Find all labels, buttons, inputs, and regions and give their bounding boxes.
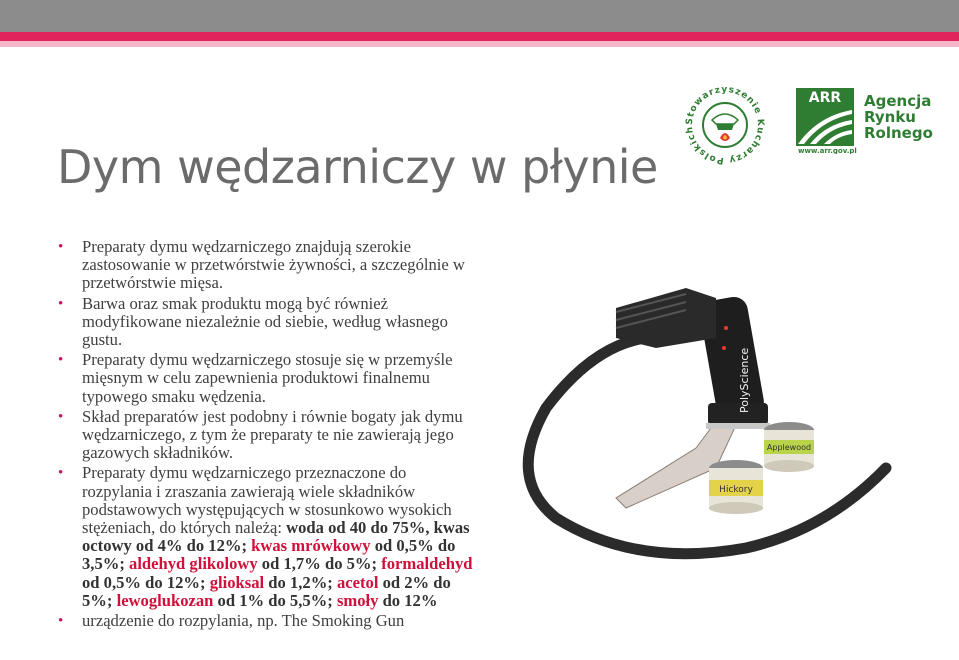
bullet-text: Barwa oraz smak produktu mogą być również modyfikowane niezależnie od siebie, według własnego gustu. — [82, 293, 448, 350]
top-bar-pink — [0, 41, 959, 47]
composition-glioksal: glioksal — [209, 572, 265, 592]
bullet-item — [58, 612, 478, 630]
composition-formaldehyd-range: od 0,5% do 12%; — [82, 572, 210, 592]
composition-aldehyd-glikolowy-range: od 1,7% do 5%; — [257, 554, 382, 574]
composition-kwas-octowy-range: od 4% do 12%; — [131, 536, 252, 556]
bullet-text: Preparaty dymu wędzarniczego stosuje się w przemyśle mięsnym w celu zapewnienia produktowi finalnemu typowego smaku wędzenia. — [82, 350, 453, 406]
composition-kwas-octowy: kwas octowy — [82, 518, 470, 556]
arr-logo-line2: Rynku — [864, 108, 916, 126]
composition-lewoglukozan-range: od 1% do 5,5%; — [213, 590, 337, 610]
composition-woda-range: od 40 do 75%, — [323, 518, 434, 538]
bullet-text: Skład preparatów jest podobny i równie bogaty jak dymu wędzarniczego, z tym że preparaty te nie zawierają jego gazowych składników. — [82, 406, 463, 463]
bullet-icon: • — [58, 465, 64, 482]
composition-intro: Preparaty dymu wędzarniczego przeznaczone do rozpylania i zraszania zawierają wiele składników podstawowych występujących w stosunkowo wysokich stężeniach, do których należą: — [82, 463, 452, 538]
composition-kwas-mrowkowy: kwas mrówkowy — [251, 536, 371, 556]
bullet-icon: • — [58, 613, 64, 630]
composition-smoly: smoły — [336, 590, 379, 610]
composition-glioksal-range: do 1,2%; — [264, 572, 337, 592]
bullet-text: urządzenie do rozpylania, np. The Smoking Gun — [82, 611, 405, 631]
composition-woda: woda — [286, 518, 324, 538]
bullet-icon: • — [58, 352, 64, 369]
arr-logo — [796, 86, 936, 154]
bullet-icon: • — [58, 408, 64, 425]
top-bar-gray — [0, 0, 959, 32]
bullet-icon: • — [58, 239, 64, 255]
top-bar-red — [0, 32, 959, 41]
arr-logo-url: www.arr.gov.pl — [798, 147, 857, 154]
composition-formaldehyd: formaldehyd — [381, 554, 473, 574]
composition-kwas-mrowkowy-range: od 0,5% do 3,5%; — [82, 536, 456, 574]
arr-logo-line3: Rolnego — [864, 124, 933, 142]
composition-aldehyd-glikolowy: aldehyd glikolowy — [129, 554, 258, 574]
composition-acetol-range: od 2% do 5%; — [82, 572, 451, 610]
bullet-item — [58, 351, 478, 406]
composition-lewoglukozan: lewoglukozan — [116, 590, 214, 610]
skp-logo — [680, 80, 770, 170]
composition-acetol: acetol — [336, 572, 379, 592]
bullet-item — [58, 408, 478, 463]
bullet-item-composition — [58, 464, 478, 610]
bullet-item — [58, 295, 478, 350]
composition-smoly-range: do 12% — [378, 590, 438, 610]
photo-jar-hickory-label: Hickory — [719, 485, 753, 495]
arr-logo-line1: Agencja — [864, 92, 932, 110]
bullet-icon: • — [58, 295, 64, 312]
arr-logo-short: ARR — [808, 90, 842, 106]
slide-title: Dym wędzarniczy w płynie — [57, 140, 658, 194]
skp-logo-text: Stowarzyszenie Kucharzy Polskich — [684, 84, 766, 166]
photo-jar-applewood-label: Applewood — [766, 443, 812, 452]
photo-brand-label: PolyScience — [738, 347, 751, 413]
smoking-gun-photo — [486, 268, 912, 573]
bullet-text: Preparaty dymu wędzarniczego znajdują szerokie zastosowanie w przetwórstwie żywności, a szczególnie w przetwórstwie mięsa. — [82, 237, 465, 293]
bullet-item — [58, 238, 478, 293]
bullet-list — [58, 238, 478, 632]
